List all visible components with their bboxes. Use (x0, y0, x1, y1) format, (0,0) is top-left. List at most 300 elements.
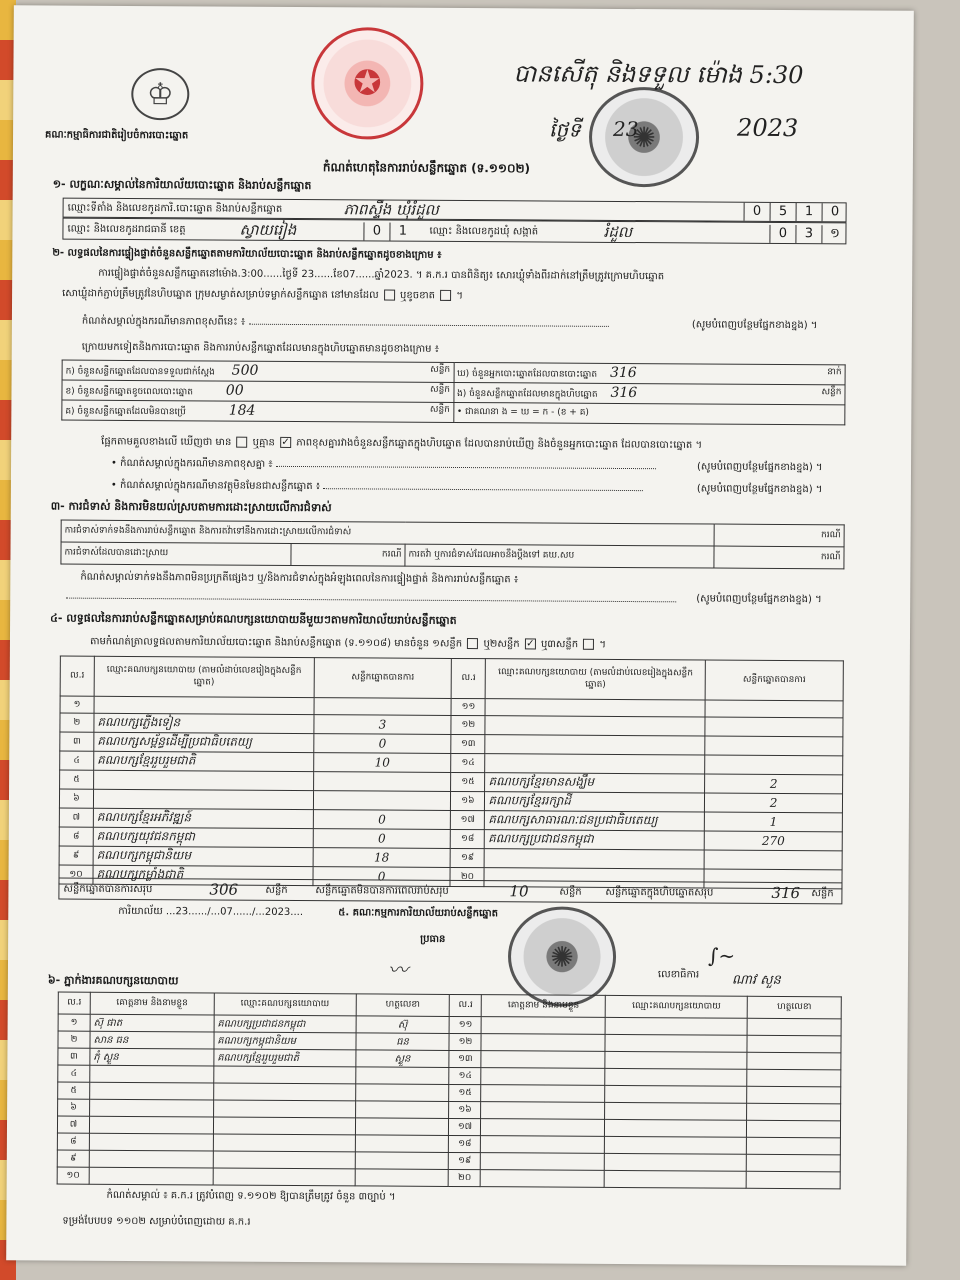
party-no-cell (451, 715, 485, 734)
party-no-cell (59, 789, 93, 808)
agent-no: ១៨ (458, 1138, 472, 1149)
no-discrepancy-checkbox[interactable]: ✓ (281, 436, 290, 448)
agent-signature-cell (747, 1018, 841, 1036)
section2-intro-line2: សោឃ្លុំដាក់ភ្ជាប់ត្រឹមត្រូវនៃហិបឆ្នោត ក្រុមសម្ងាត់សម្រាប់ទម្លាក់សន្លឹកឆ្នោត នៅមានដែល ឬខូចខាត ។ (62, 288, 463, 302)
resolved-label-cell: ការជំទាស់ដែលបានដោះស្រាយ (61, 542, 291, 565)
party-no: ៧ (72, 812, 81, 823)
reason-label: កំណត់សម្គាល់ក្នុងករណីមានភាពខុសពីនេះ ៖ (81, 315, 246, 328)
party-no: ១ (73, 699, 81, 710)
province-label: ឈ្មោះ និងលេខកូដរាជធានី ខេត្ត (67, 223, 186, 236)
party-no: ៨ (73, 831, 80, 842)
handwritten-date-day: 23 (613, 116, 639, 142)
form-title: កំណត់ហេតុនៃការរាប់សន្លឹកឆ្នោត (ទ.១១០២) (322, 160, 531, 176)
agent-no-cell (450, 1016, 482, 1033)
agent-name-cell (90, 1031, 214, 1049)
col-no-header: ល.រ (58, 992, 90, 1014)
agent-signature: ស៊ុ (397, 1019, 408, 1031)
commune-label: ឈ្មោះ និងលេខកូដឃុំ សង្កាត់ (429, 225, 539, 238)
party-no-cell (60, 713, 94, 732)
party-votes-cell (705, 793, 843, 813)
agent-no-cell (449, 1101, 481, 1118)
agent-party-cell (605, 1034, 747, 1052)
count-date-line: ការិយាល័យ ...23....../...07....../...2023.... (118, 905, 304, 919)
case-cell: ករណី (291, 543, 405, 566)
agent-name-cell (481, 1034, 605, 1052)
agent-name-cell (90, 1014, 214, 1032)
total-valid-label: សន្លឹកឆ្នោតបានការសរុប (63, 883, 153, 896)
agent-no: ១ (70, 1017, 78, 1028)
party-name-cell (94, 732, 314, 752)
agent-no: ៧ (69, 1119, 78, 1130)
party-name-cell (485, 716, 705, 736)
party-no: ៤ (73, 755, 80, 766)
three-sheets-checkbox[interactable] (583, 639, 594, 650)
agent-no: ១០ (66, 1170, 80, 1181)
agent-party-cell (604, 1170, 746, 1188)
party-no-cell (60, 751, 94, 770)
section4-sub: តាមកំណត់ត្រាលទ្ធផលតាមការិយាល័យបោះឆ្នោត និងរាប់សន្លឹកឆ្នោត (ទ.១១០៨) មានចំនួន ១សន្លឹក ឬ២សន្លឹក ✓ ឬ៣សន្លឹក ។ (89, 636, 607, 651)
agent-signature-cell (356, 1016, 450, 1034)
handwritten-date-label: ថ្ងៃទី (549, 117, 581, 142)
agent-name: សាន ធន (93, 1034, 129, 1046)
agent-party-cell (214, 1066, 356, 1084)
agent-party-cell (605, 1119, 747, 1137)
agent-no: ១៩ (458, 1155, 472, 1166)
party-name-cell (93, 789, 313, 809)
party-no-cell (451, 772, 485, 791)
agent-no: ៥ (70, 1085, 77, 1096)
party-name-cell (485, 735, 705, 755)
col-party-header: ឈ្មោះគណបក្សនយោបាយ (214, 993, 356, 1016)
party-no: ២ (73, 717, 81, 728)
party-name-cell (485, 792, 705, 812)
location-code-digit: 0 (744, 203, 770, 221)
party-no-cell (59, 827, 93, 846)
agent-name-cell (481, 1085, 605, 1103)
party-votes-cell (704, 850, 842, 870)
total-box-value: 316 (771, 883, 801, 903)
agent-party-cell (213, 1117, 355, 1135)
party-votes-cell (704, 831, 842, 851)
agent-no-cell (58, 1048, 90, 1065)
agent-signature-cell (356, 1033, 450, 1051)
commune-value: រំដួល (603, 222, 633, 242)
agent-name-cell (481, 1119, 605, 1137)
agent-party-cell (214, 1015, 356, 1033)
party-votes-cell (705, 700, 843, 718)
party-no: ១៤ (461, 757, 475, 768)
form-note: ទម្រង់បែបបទ ១១០២ សម្រាប់បំពេញដោយ គ.ក.រ (62, 1215, 251, 1228)
agent-no: ៨ (70, 1136, 77, 1147)
location-code-digit: 1 (796, 203, 822, 221)
national-emblem-icon: ♔ (131, 68, 189, 120)
count-cell-right (453, 402, 845, 424)
party-votes-cell (705, 812, 843, 832)
party-no-cell (60, 696, 94, 713)
objection-table (60, 520, 844, 570)
party-no-cell (451, 848, 485, 867)
party-name-cell (94, 696, 314, 714)
agent-party-cell (605, 1017, 747, 1035)
party-no: ៦ (73, 793, 80, 804)
section4-heading: ៤- លទ្ធផលនៃការរាប់សន្លឹកឆ្នោតសម្រាប់គណបក្សនយោបាយនីមួយៗតាមការិយាល័យរាប់សន្លឹកឆ្នោត (50, 611, 457, 627)
chair-signature: 〰 (387, 957, 409, 982)
agent-party-cell (213, 1083, 355, 1101)
agent-party: គណបក្សកម្ពុជានិយម (217, 1035, 297, 1047)
party-no-cell (59, 846, 93, 865)
agent-signature-cell (746, 1137, 840, 1155)
section1-row2 (62, 218, 846, 245)
party-no: ១៥ (461, 776, 475, 787)
party-votes-cell (705, 717, 843, 737)
party-no: ១២ (461, 719, 476, 730)
spoiled-ballots-value: 00 (225, 382, 244, 399)
party-no-cell (451, 791, 485, 810)
party-table-header (60, 656, 843, 701)
count-cell-left: គ) ចំនួនសន្លឹកឆ្នោតដែលមិនបានប្រើ 184 សន្លឹក (62, 400, 454, 422)
party-no-cell (451, 829, 485, 848)
has-discrepancy-checkbox[interactable] (236, 437, 247, 448)
agent-party-cell (214, 1049, 356, 1067)
intact-checkbox[interactable] (384, 290, 395, 301)
party-votes: 2 (769, 795, 778, 810)
agent-no-cell (449, 1067, 481, 1084)
grey-stamp-seal-icon: ✺ (589, 87, 700, 188)
reason-line (82, 316, 609, 331)
agent-no: ១៥ (458, 1087, 472, 1098)
count-cell-left: ក) ចំនួនសន្លឹកឆ្នោតដែលបានទទួលជាក់ស្តែង 500 សន្លឹក (62, 360, 454, 382)
agent-no: ២ (70, 1034, 78, 1045)
party-votes-cell (313, 734, 451, 754)
party-no-cell (60, 770, 94, 789)
party-no: ១៩ (460, 852, 475, 863)
party-votes: 0 (377, 831, 386, 846)
appeal-label-cell: ការតវ៉ា ឬការជំទាស់ដែលអាចនឹងប្ដឹងទៅ គឃ.សប (405, 544, 714, 568)
agent-signature-cell (355, 1084, 449, 1102)
party-name: គណបក្សកម្ពុជានិយម (96, 847, 192, 863)
agent-name-cell (481, 1102, 605, 1120)
party-results-table (58, 656, 843, 890)
col-party-header: ឈ្មោះគណបក្សនយោបាយ (តាមលំដាប់លេខរៀងក្នុងសន្លឹកឆ្នោត) (485, 659, 705, 700)
agent-no: ៦ (70, 1102, 77, 1113)
agent-row (57, 1167, 840, 1189)
election-form-paper (6, 5, 914, 1265)
agent-name-cell (481, 1051, 605, 1069)
fill-note: (សូមបំពេញបន្ថែមផ្នែកខាងខ្នង) ។ (697, 461, 823, 474)
agent-no-cell (449, 1118, 481, 1135)
damaged-checkbox[interactable] (440, 290, 451, 301)
agent-party: គណបក្សខ្មែររួបរួមជាតិ (217, 1052, 300, 1064)
committee-sign-label: ៥. គណៈកម្មការការិយាល័យរាប់សន្លឹកឆ្នោត (338, 907, 499, 920)
unit-label: សន្លឹក (265, 884, 288, 896)
party-no-cell (60, 732, 94, 751)
section3-heading: ៣- ការជំទាស់ និងការមិនយល់ស្របតាមការដោះស្រាយលើការជំទាស់ (50, 499, 332, 515)
footnote: កំណត់សម្គាល់ ៖ គ.ក.រ ត្រូវបំពេញ ទ.១១០២ ឱ្យបានត្រឹមត្រូវ ចំនួន ៣ច្បាប់ ។ (106, 1189, 396, 1203)
party-votes: 0 (378, 812, 386, 827)
party-no: ២០ (460, 871, 475, 882)
agent-no: ៤ (70, 1068, 78, 1079)
total-invalid-value: 10 (509, 882, 529, 901)
agent-name: ស៊ុ ផាត (93, 1017, 123, 1029)
party-name: គណបក្សភ្លើងទៀន (97, 714, 181, 730)
agent-signature-cell (747, 1052, 841, 1070)
two-sheets-checkbox[interactable]: ✓ (526, 638, 535, 650)
party-votes-cell (313, 829, 451, 849)
party-name: គណបក្សខ្មែររក្សាដី (488, 793, 571, 808)
party-votes-cell (705, 736, 843, 756)
agent-party-cell (213, 1134, 355, 1152)
agent-no-cell (449, 1050, 481, 1067)
party-no: ៥ (73, 774, 80, 785)
agent-signature-cell (747, 1035, 841, 1053)
one-sheet-checkbox[interactable] (467, 638, 478, 649)
commune-code-digit: 0 (769, 225, 795, 243)
agent-party: គណបក្សប្រជាជនកម្ពុជា (217, 1018, 306, 1030)
damaged-label: ឬខូចខាត (400, 290, 436, 302)
agent-signature-cell (355, 1135, 449, 1153)
agent-no: ១៧ (457, 1121, 473, 1132)
agent-signature-cell (355, 1101, 449, 1119)
agent-no: ២០ (458, 1172, 472, 1183)
agent-name-cell (481, 1170, 605, 1188)
agent-name-cell (90, 1065, 214, 1083)
agent-name-cell (89, 1133, 213, 1151)
party-name-cell (93, 827, 313, 847)
agent-no-cell (57, 1133, 89, 1150)
total-invalid-label: សន្លឹកឆ្នោតមិនបានការពេលរាប់សរុប (315, 885, 449, 897)
party-name: គណបក្សខ្មែរអភិវឌ្ឍន៍ (96, 809, 192, 825)
agent-no-cell (58, 1065, 90, 1082)
case-cell: ករណី (714, 546, 844, 569)
agent-signature-cell (355, 1169, 449, 1187)
totals-row (58, 878, 842, 905)
checks-intro: ក្រោយមកទៀតនិងការបោះឆ្នោត និងការរាប់សន្លឹកឆ្នោតដែលមានក្នុងហិបឆ្នោតមានដូចខាងក្រោម ៖ (81, 341, 440, 355)
party-votes: 3 (378, 717, 387, 732)
agent-name-cell (90, 1099, 214, 1117)
party-name-cell (94, 751, 314, 771)
secretary-signature: ∫∼ (707, 943, 736, 968)
commune-code-digit: 3 (795, 225, 821, 243)
secretary-label: លេខាធិការ (657, 969, 700, 981)
agent-signature-cell (355, 1118, 449, 1136)
party-name: គណបក្សប្រជាជនកម្ពុជា (488, 831, 594, 846)
agent-no: ១៦ (458, 1104, 472, 1115)
agent-party-cell (605, 1136, 747, 1154)
agent-signature-cell (746, 1154, 840, 1172)
party-name-cell (94, 713, 314, 733)
party-votes-cell (313, 848, 451, 868)
agent-name: ភុំ ស្ងួន (93, 1051, 119, 1063)
count-cell-right: ង) ចំនួនសន្លឹកឆ្នោតដែលមានក្នុងហិបឆ្នោត 316 សន្លឹក (453, 382, 845, 404)
agent-signature-cell (747, 1086, 841, 1104)
agent-no: ១២ (458, 1036, 473, 1047)
party-votes: 0 (378, 736, 387, 751)
fill-note: (សូមបំពេញបន្ថែមផ្នែកខាងខ្នង) ។ (696, 483, 823, 496)
party-votes-cell (705, 774, 843, 794)
party-votes: 270 (761, 833, 785, 848)
agent-signature-cell (355, 1067, 449, 1085)
party-no: ១៧ (460, 814, 475, 825)
secretary-name: ណាវ សួន (731, 972, 781, 988)
committee-stamp-seal-icon: ✺ (508, 906, 617, 1007)
section1-heading: ១- លក្ខណៈសម្គាល់នៃការិយាល័យបោះឆ្នោត និងរាប់សន្លឹកឆ្នោត (52, 177, 312, 193)
party-no-cell (451, 810, 485, 829)
agent-name-cell (481, 1136, 605, 1154)
total-valid-value: 306 (209, 880, 239, 899)
agent-party-cell (213, 1100, 355, 1118)
party-no: ១១ (461, 701, 476, 712)
voters-value: 316 (609, 364, 637, 382)
party-name: គណបក្សយុវជនកម្ពុជា (96, 828, 195, 844)
note2-line: • កំណត់សម្គាល់ក្នុងករណីមានវត្ថុមិនមែនជាសន្លឹកឆ្នោត ៖ (111, 480, 644, 495)
party-name: គណបក្សសម្ព័ន្ធដើម្បីប្រជាធិបតេយ្យ (97, 733, 252, 749)
location-code-digit: 5 (770, 203, 796, 221)
party-no: ១៣ (460, 738, 476, 749)
col-party-header: ឈ្មោះគណបក្សនយោបាយ (605, 995, 747, 1018)
party-votes-cell (313, 810, 451, 830)
agent-name-cell (89, 1150, 213, 1168)
party-votes: 2 (769, 776, 778, 791)
handwritten-received-note: បានសើតុ និងទទួល ម៉ោង 5:30 (513, 59, 804, 90)
unit-label: សន្លឹក (559, 886, 582, 898)
party-name-cell (93, 770, 313, 790)
agent-signature-cell (747, 1120, 841, 1138)
section2-intro-line1: ការផ្ទៀងផ្ទាត់ចំនួនសន្លឹកឆ្នោតនៅម៉ោង.3:00......ថ្ងៃទី 23......ខែ07......ឆ្នាំ2023. ។ គ.ក.រ បានពិនិត្យ៖ សោរឃ្លុំទាំងពីរដាក់នៅត្រឹមត្រូវក្រោមហិបឆ្នោត (98, 267, 665, 283)
party-no-cell (451, 753, 485, 772)
party-votes-cell (705, 755, 843, 775)
col-no-header: ល.រ (452, 658, 486, 698)
agent-no: ៩ (70, 1153, 77, 1164)
fill-note: (សូមបំពេញបន្ថែមផ្នែកខាងខ្នង) ។ (696, 593, 822, 606)
agent-no: ៣ (70, 1051, 78, 1062)
chair-label: ប្រធាន (420, 933, 446, 945)
ballot-count-table (61, 360, 845, 426)
party-votes: 18 (374, 850, 390, 865)
party-name-cell (485, 773, 705, 793)
col-name-header: គោត្តនាម និងនាមខ្លួន (90, 992, 214, 1015)
agent-no-cell (449, 1152, 481, 1169)
province-code-digit: 1 (389, 223, 415, 241)
committee-name: គណៈកម្មាធិការជាតិរៀបចំការបោះឆ្នោត (45, 129, 189, 142)
agent-no: ១៤ (458, 1070, 472, 1081)
section2-heading: ២- លទ្ធផលនៃការផ្ទៀងផ្ទាត់ចំនួនសន្លឹកឆ្នោតតាមការិយាល័យបោះឆ្នោត និងរាប់សន្លឹកឆ្នោតដូចខាងក្រោម ៖ (52, 247, 442, 261)
agent-no-cell (57, 1167, 89, 1184)
intro-line2-text: សោឃ្លុំដាក់ភ្ជាប់ត្រឹមត្រូវនៃហិបឆ្នោត ក្រុមសម្ងាត់សម្រាប់ទម្លាក់សន្លឹកឆ្នោត នៅមានដែល (62, 288, 379, 301)
party-no: ៩ (72, 850, 80, 861)
received-ballots-value: 500 (231, 362, 259, 379)
col-no-header: ល.រ (60, 656, 94, 696)
agent-party-cell (213, 1151, 355, 1169)
col-sign-header: ហត្ថលេខា (356, 994, 450, 1017)
col-votes-header: សន្លឹកឆ្នោតបានការ (314, 658, 452, 699)
agent-name-cell (481, 1153, 605, 1171)
province-code-digit: 0 (363, 222, 389, 240)
agent-no-cell (58, 1099, 90, 1116)
party-no: ១៨ (461, 833, 475, 844)
agent-no: ១៣ (458, 1053, 473, 1064)
party-no: ១៦ (461, 795, 475, 806)
party-name-cell (485, 699, 705, 717)
agent-no-cell (449, 1033, 481, 1050)
agent-signature: ស្ងួន (394, 1053, 411, 1065)
objection-label-cell: ការជំទាស់ទាក់ទងនឹងការរាប់សន្លឹកឆ្នោត និងការតវ៉ាទៅនឹងការដោះស្រាយលើការជំទាស់ (61, 520, 714, 546)
province-value: ស្វាយរៀង (239, 220, 297, 239)
fill-note: (សូមបំពេញបន្ថែមផ្នែកខាងខ្នង) ។ (691, 319, 818, 332)
unit-label: សន្លឹក (811, 888, 834, 900)
agent-name-cell (481, 1068, 605, 1086)
agent-party-cell (605, 1102, 747, 1120)
party-agents-table (57, 992, 842, 1190)
agent-signature-cell (747, 1103, 841, 1121)
party-votes: 10 (374, 755, 390, 770)
col-sign-header: ហត្ថលេខា (747, 996, 841, 1019)
section3-note: កំណត់សម្គាល់ទាក់ទងនឹងភាពមិនប្រក្រតីផ្សេងៗ ឬ/និងការជំទាស់ក្នុងអំឡុងពេលនៃការផ្ទៀងផ្ទាត់ និងការរាប់សន្លឹកឆ្នោត ៖ (80, 571, 519, 586)
party-name-cell (484, 849, 704, 869)
agent-party-cell (605, 1051, 747, 1069)
discrepancy-line: ផ្អែកតាមគួលខាងលើ ឃើញថា មាន ឬគ្មាន ✓ ភាពខុសគ្នារវាងចំនួនសន្លឹកឆ្នោតក្នុងហិបឆ្នោត ដែលបានរាប់ឃើញ និងចំនួនអ្នកបោះឆ្នោត ដែលបានបោះឆ្នោត ។ (101, 436, 703, 451)
agent-signature-cell (746, 1171, 840, 1189)
party-name: គណបក្សខ្មែរមានសង្ឃឹម (488, 774, 595, 789)
party-name: គណបក្សខ្មែររួបរួមជាតិ (97, 752, 196, 768)
agent-no-cell (58, 1014, 90, 1031)
case-cell: ករណី (714, 524, 844, 547)
party-name-cell (485, 830, 705, 850)
agent-signature-cell (355, 1152, 449, 1170)
objection-row (61, 542, 844, 569)
section6-heading: ៦- ភ្នាក់ងារគណបក្សនយោបាយ (47, 973, 179, 988)
party-no: ១០ (69, 869, 83, 880)
agent-signature-cell (356, 1050, 450, 1068)
party-name-cell (93, 808, 313, 828)
agent-no: ១១ (458, 1019, 473, 1030)
agent-name-cell (90, 1048, 214, 1066)
agent-no-cell (57, 1150, 89, 1167)
agent-party-cell (213, 1168, 355, 1186)
party-votes-cell (314, 715, 452, 735)
agent-no-cell (449, 1169, 481, 1186)
party-name-cell (93, 846, 313, 866)
handwritten-year: 2023 (737, 113, 799, 143)
agent-no-cell (57, 1116, 89, 1133)
party-name: គណបក្សកម្លាំងជាតិ (96, 866, 184, 882)
location-value: ភាពស្ទឹង ឃុំរំដួល (343, 200, 439, 219)
party-no-cell (451, 698, 485, 715)
party-votes: 0 (377, 869, 386, 884)
agent-name-cell (89, 1116, 213, 1134)
count-row (62, 400, 845, 425)
ballots-in-box-value: 316 (610, 384, 638, 402)
total-box-label: សន្លឹកឆ្នោតក្នុងហិបឆ្នោតសរុប (605, 886, 714, 899)
formula: • ជាគណនា ង = ឃ = ក - (ខ + គ) (456, 406, 589, 418)
count-cell-left: ខ) ចំនួនសន្លឹកឆ្នោតខូចពេលបោះឆ្នោត 00 សន្លឹក (62, 380, 454, 402)
party-votes-cell (314, 698, 452, 716)
party-votes-cell (313, 753, 451, 773)
agent-party-cell (214, 1032, 356, 1050)
party-votes-cell (313, 772, 451, 792)
party-votes-cell (313, 791, 451, 811)
commune-code-digit: ១ (821, 225, 847, 243)
red-official-seal-icon: ✪ (311, 27, 424, 140)
agent-no-cell (449, 1135, 481, 1152)
agent-no-cell (58, 1082, 90, 1099)
party-name: គណបក្សសាធារណៈជនប្រជាធិបតេយ្យ (488, 812, 658, 828)
party-name-cell (485, 754, 705, 774)
party-votes: 1 (769, 814, 778, 829)
agent-name-cell (90, 1082, 214, 1100)
count-cell-right: ឃ) ចំនួនអ្នកបោះឆ្នោតដែលបានបោះឆ្នោត 316 នាក់ (454, 362, 846, 384)
location-label: ឈ្មោះទីតាំង និងលេខកូដការិ.បោះឆ្នោត និងរាប់សន្លឹកឆ្នោត (67, 202, 283, 215)
agent-no-cell (449, 1084, 481, 1101)
